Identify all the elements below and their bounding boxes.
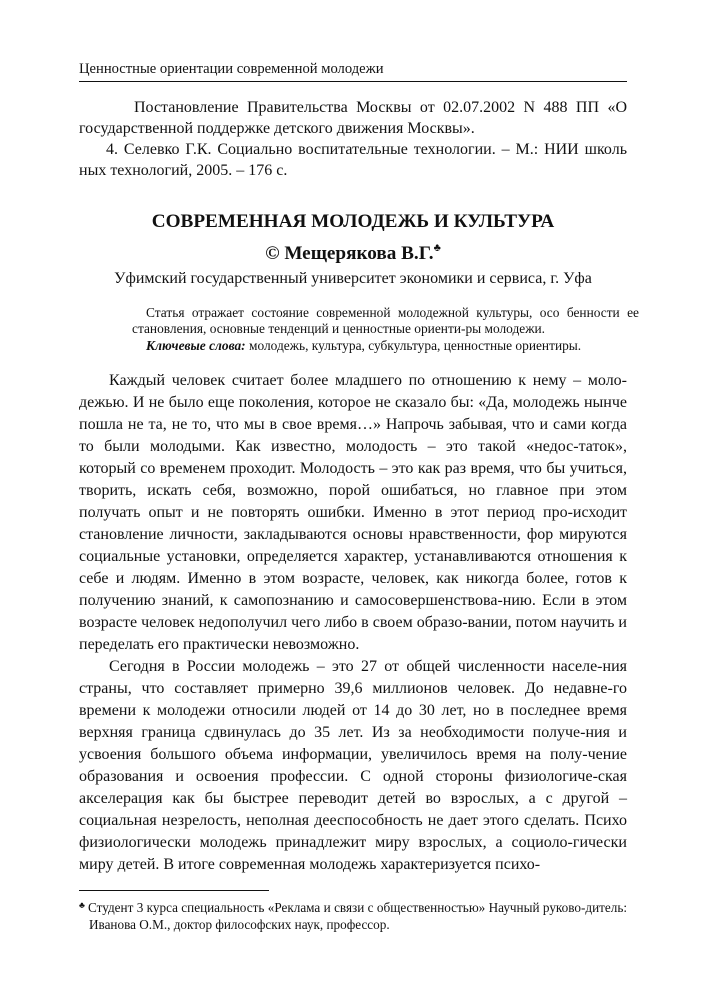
document-page [79, 0, 639, 953]
author-name: © Мещерякова В.Г. [265, 243, 434, 264]
footnote-marker-icon: ♣ [433, 242, 441, 254]
reference-item: Постановление Правительства Москвы от 02.07.2002 N 488 ПП «О государственной поддержке детского движения Москвы». [79, 99, 627, 137]
author-affiliation: Уфимский государственный университет экономики и сервиса, г. Уфа [114, 270, 592, 287]
reference-item: 4. Селевко Г.К. Социально воспитательные технологии. – М.: НИИ школь ных технологий, 2005. – 176 с. [79, 141, 627, 179]
reference-list [79, 97, 627, 181]
keywords-label: Ключевые слова: [146, 337, 246, 353]
article-body [79, 370, 627, 876]
article-author [79, 243, 627, 265]
footnote-text: Студент 3 курса специальность «Реклама и связи с общественностью» Научный руково-дитель: Иванова О.М., доктор философских наук, профессор. [87, 900, 628, 932]
footnote-marker-icon: ♣ [79, 900, 85, 911]
body-paragraph: Сегодня в России молодежь – это 27 от общей численности населе-ния страны, что составляет примерно 39,6 миллионов человек. До недавне-го времени к молодежи относили людей от 14 до 30 лет, но в последнее время верхняя граница сдвинулась до 35 лет. Из за необходимости получе-ния и усвоения большого объема информации, увеличилось время на полу-чение образования и освоения профессии. С одной стороны физиологиче-ская акселерация как бы быстрее переводит детей во взрослых, а с другой – социальная незрелость, неполная дееспособность не дает этого сделать. Психо физиологически молодежь принадлежит миру взрослых, а социоло-гически миру детей. В итоге современная молодежь характеризуется психо- [79, 658, 627, 874]
body-paragraph: Каждый человек считает более младшего по отношению к нему – моло-дежью. И не было еще поколения, которое не сказало бы: «Да, молодежь нынче пошла не та, не то, что мы в свое время…» Напрочь забывая, что и сами когда то были молодыми. Как известно, молодость – это такой «недос-таток», который со временем проходит. Молодость – это как раз время, что бы учиться, творить, искать себя, возможно, порой ошибаться, но главное при этом получать опыт и не повторять ошибки. Именно в этот период про-исходит становление личности, закладываются основы нравственности, фор мируются социальные установки, определяется характер, устанавливаются отношения к себе и людям. Именно в этом возрасте, человек, как никогда более, готов к получению знаний, к самопознанию и самосовершенствова-нию. Если в этом возрасте человек недополучил чего либо в своем образо-вании, потом научить и переделать его практически невозможно. [79, 372, 627, 654]
keywords-line [132, 338, 639, 354]
article-title: СОВРЕМЕННАЯ МОЛОДЕЖЬ И КУЛЬТУРА [151, 211, 555, 232]
abstract-block [132, 305, 639, 354]
abstract-text: Статья отражает состояние современной молодежной культуры, осо бенности ее становления, основные тенденций и ценностные ориенти-ры молодежи. [132, 305, 639, 337]
footnote-separator [79, 890, 269, 891]
running-header: Ценностные ориентации современной молодежи [79, 61, 627, 82]
footnote [79, 900, 627, 933]
keywords-list: молодежь, культура, субкультура, ценностные ориентиры. [245, 337, 582, 353]
